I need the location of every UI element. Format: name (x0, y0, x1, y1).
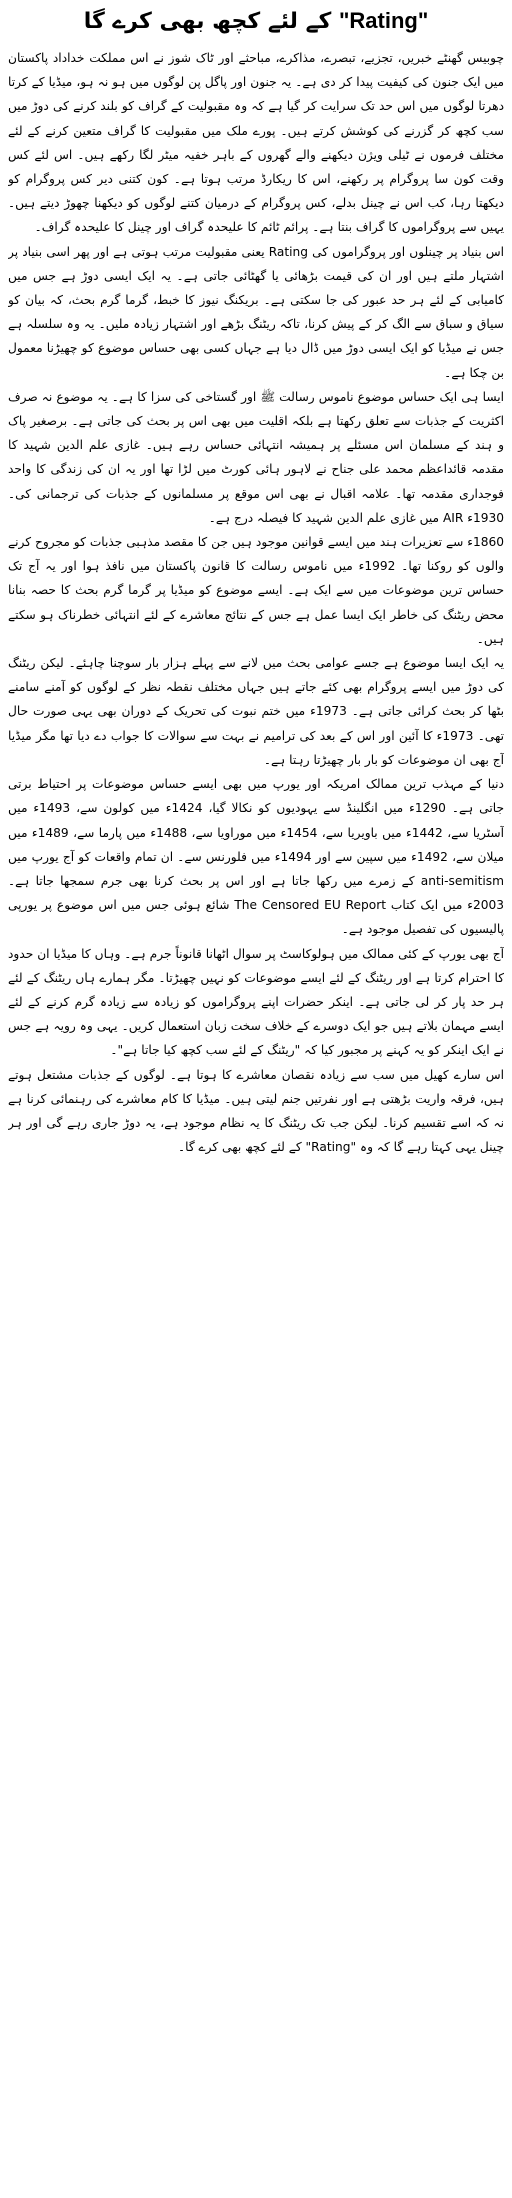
article-paragraph-7: آج بھی یورپ کے کئی ممالک میں ہولوکاسٹ پر سوال اٹھانا قانوناً جرم ہے۔ وہاں کا میڈیا ان حدود کا احترام کرتا ہے اور ریٹنگ کے لئے ایسے موضوعات کو نہیں چھیڑتا۔ مگر ہمارے ہاں ریٹنگ کے لئے ہر حد پار کر لی جاتی ہے۔ اینکر حضرات اپنے پروگراموں کو زیادہ سے زیادہ گرم کرنے کے لئے ایسے مہمان بلاتے ہیں جو ایک دوسرے کے خلاف سخت زبان استعمال کریں۔ یہی وہ رویہ ہے جس نے ایک اینکر کو یہ کہنے پر مجبور کیا کہ "ریٹنگ کے لئے سب کچھ کیا جاتا ہے"۔ (8, 946, 504, 1058)
article-headline (8, 6, 504, 40)
article-paragraph-3: ایسا ہی ایک حساس موضوع ناموس رسالت ﷺ اور گستاخی کی سزا کا ہے۔ یہ موضوع نہ صرف اکثریت کے جذبات سے تعلق رکھتا ہے بلکہ اقلیت میں بھی اس پر بحث کی جاتی ہے۔ برصغیر پاک و ہند کے مسلمان اس مسئلے پر ہمیشہ انتہائی حساس رہے ہیں۔ غازی علم الدین شہید کا مقدمہ قائداعظم محمد علی جناح نے لاہور ہائی کورٹ میں لڑا تھا اور یہ ان کی زندگی کا واحد فوجداری مقدمہ تھا۔ علامہ اقبال نے بھی اس موقع پر مسلمانوں کے جذبات کی ترجمانی کی۔ 1930ء AIR میں غازی علم الدین شہید کا فیصلہ درج ہے۔ (8, 389, 504, 525)
headline-rest: کے لئے کچھ بھی کرے گا (83, 9, 339, 34)
article-paragraph-5: یہ ایک ایسا موضوع ہے جسے عوامی بحث میں لانے سے پہلے ہزار بار سوچنا چاہئے۔ لیکن ریٹنگ کی دوڑ میں ایسے پروگرام بھی کئے جاتے ہیں جہاں مختلف نقطہ نظر کے لوگوں کو آمنے سامنے بٹھا کر بحث کرائی جاتی ہے۔ 1973ء میں ختم نبوت کی تحریک کے دوران بھی یہی صورت حال تھی۔ 1973ء کا آئین اور اس کے بعد کی ترامیم نے بہت سے سوالات کا جواب دے دیا تھا مگر میڈیا آج بھی ان موضوعات کو بار بار چھیڑتا رہتا ہے۔ (8, 656, 504, 767)
headline-quoted-word: "Rating" (338, 8, 429, 33)
article-paragraph-1: چوبیس گھنٹے خبریں، تجزیے، تبصرے، مذاکرے، مباحثے اور ٹاک شوز نے اس مملکت خداداد پاکستان میں ایک جنون کی کیفیت پیدا کر دی ہے۔ یہ جنون اور پاگل پن لوگوں میں ہو نہ ہو، میڈیا کے کرتا دھرتا لوگوں میں اس حد تک سرایت کر گیا ہے کہ وہ مقبولیت کے گراف کو بلند کرنے کی دوڑ میں سب کچھ کر گزرنے کی کوشش کرتے ہیں۔ پورے ملک میں مقبولیت کا گراف متعین کرنے کے لئے مختلف فرموں نے ٹیلی ویژن دیکھنے والے گھروں کے باہر خفیہ میٹر لگا رکھے ہیں۔ اس لئے کس وقت کون سا پروگرام پر رکھنے، اس کا ریکارڈ مرتب ہوتا ہے۔ کون کتنی دیر کس پروگرام کو دیکھتا رہا، کب اس نے چینل بدلے، کس پروگرام کے درمیان کتنے لوگوں کو دیکھنا چھوڑ دیتے ہیں۔ یہیں سے پروگراموں کا گراف بنتا ہے۔ پرائم ٹائم کا علیحدہ گراف اور چینل کا علیحدہ گراف۔ (8, 51, 504, 235)
article-paragraph-2: اس بنیاد پر چینلوں اور پروگراموں کی Rating یعنی مقبولیت مرتب ہوتی ہے اور پھر اسی بنیاد پر اشتہار ملتے ہیں اور ان کی قیمت بڑھائی یا گھٹائی جاتی ہے۔ یہ ایک ایسی دوڑ ہے جس میں کامیابی کے لئے ہر حد عبور کی جا سکتی ہے۔ بریکنگ نیوز کا خبط، گرما گرم بحث، کہ بیان کو سیاق و سباق سے الگ کر کے پیش کرنا، تاکہ ریٹنگ بڑھے اور اشتہار زیادہ ملیں۔ یہ وہ سلسلہ ہے جس نے میڈیا کو ایک ایسی دوڑ میں ڈال دیا ہے جہاں کسی بھی حساس موضوع کو چھیڑنا معمول بن چکا ہے۔ (8, 244, 504, 380)
article-paragraph-4: 1860ء سے تعزیرات ہند میں ایسے قوانین موجود ہیں جن کا مقصد مذہبی جذبات کو مجروح کرنے والوں کو روکنا تھا۔ 1992ء میں ناموس رسالت کا قانون پاکستان میں نافذ ہوا اور یہ آج تک حساس ترین موضوعات میں سے ایک ہے۔ ایسے موضوع کو میڈیا پر گرما گرم بحث کا حصہ بنانا محض ریٹنگ کی خاطر ایک ایسا عمل ہے جس کے نتائج معاشرے کے لئے انتہائی خطرناک ہو سکتے ہیں۔ (8, 535, 504, 646)
article-body (8, 46, 504, 2194)
article-paragraph-8: اس سارے کھیل میں سب سے زیادہ نقصان معاشرے کا ہوتا ہے۔ لوگوں کے جذبات مشتعل ہوتے ہیں، فرقہ واریت بڑھتی ہے اور نفرتیں جنم لیتی ہیں۔ میڈیا کا کام معاشرے کی رہنمائی کرنا ہے نہ کہ اسے تقسیم کرنا۔ لیکن جب تک ریٹنگ کا یہ نظام موجود ہے، یہ دوڑ جاری رہے گی اور ہر چینل یہی کہتا رہے گا کہ وہ "Rating" کے لئے کچھ بھی کرے گا۔ (8, 1067, 504, 1155)
article-paragraph-6: دنیا کے مہذب ترین ممالک امریکہ اور یورپ میں بھی ایسے حساس موضوعات پر احتیاط برتی جاتی ہے۔ 1290ء میں انگلینڈ سے یہودیوں کو نکالا گیا، 1424ء میں کولون سے، 1493ء میں آسٹریا سے، 1442ء میں باویریا سے، 1454ء میں موراویا سے، 1488ء میں پارما سے، 1489ء میں میلان سے، 1492ء میں سپین سے اور 1494ء میں فلورنس سے۔ ان تمام واقعات کو آج یورپ میں anti-semitism کے زمرے میں رکھا جاتا ہے اور اس پر بحث کرنا بھی جرم سمجھا جاتا ہے۔ 2003ء میں ایک کتاب The Censored EU Report شائع ہوئی جس میں اس موضوع پر یورپی پالیسیوں کی تفصیل موجود ہے۔ (8, 777, 504, 937)
